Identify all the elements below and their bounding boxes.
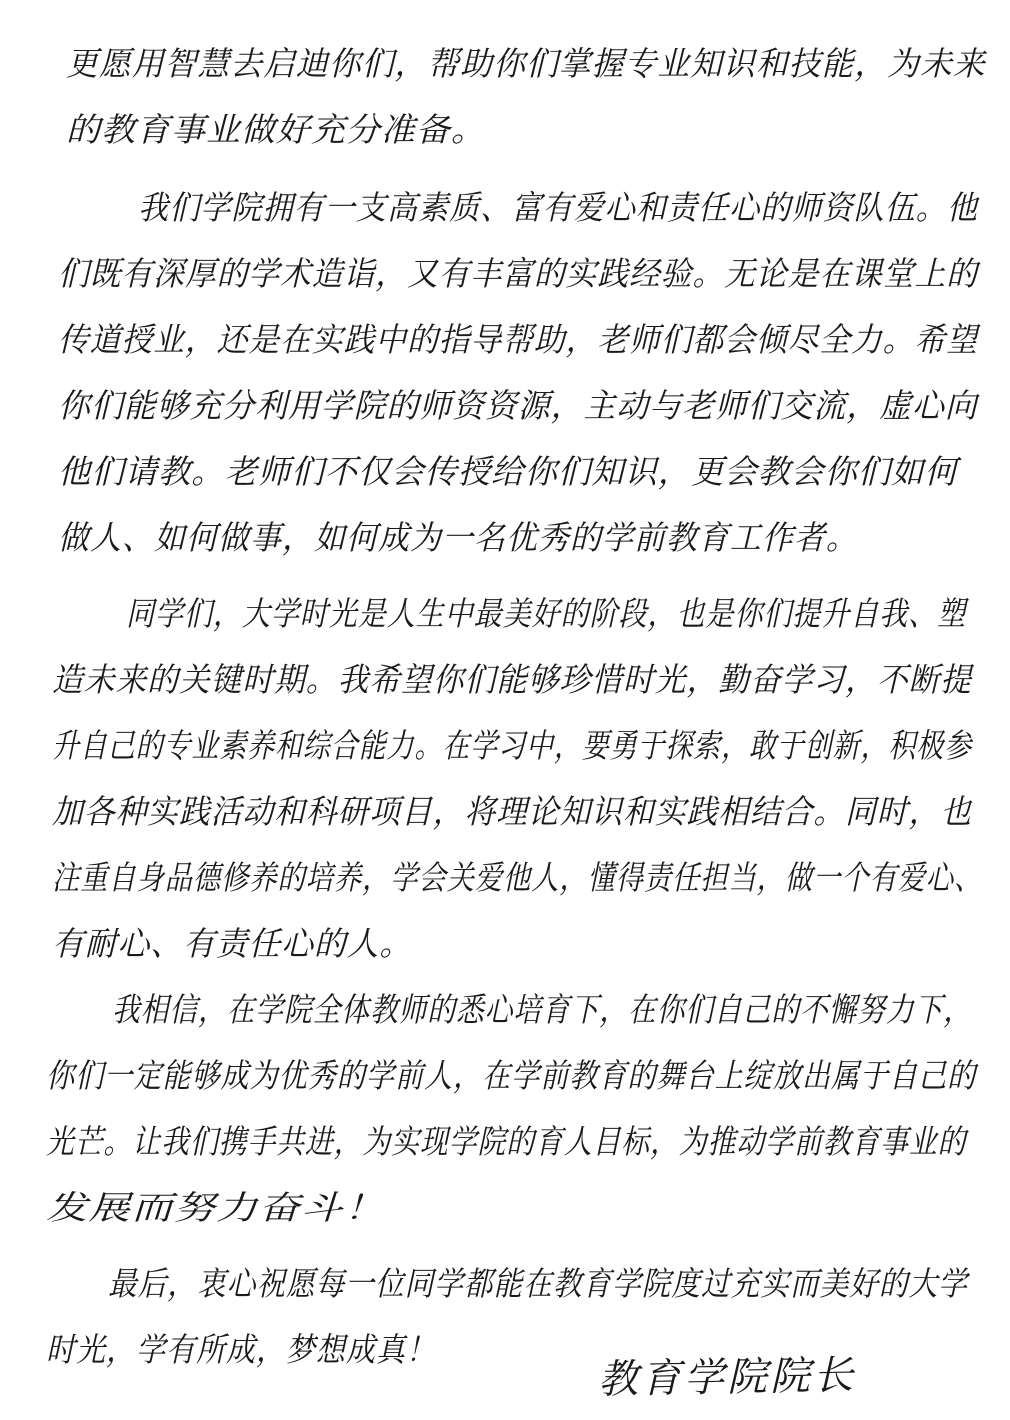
letter-line-18: 发展而努力奋斗！ [46, 1188, 386, 1227]
letter-line-6: 你们能够充分利用学院的师资资源，主动与老师们交流，虚心向 [58, 386, 978, 425]
letter-line-10: 造未来的关键时期。我希望你们能够珍惜时光，勤奋学习，不断提 [52, 660, 972, 699]
letter-line-7: 他们请教。老师们不仅会传授给你们知识，更会教会你们如何 [58, 452, 958, 491]
signature: 教育学院院长 [597, 1352, 857, 1403]
letter-line-19: 最后，衷心祝愿每一位同学都能在教育学院度过充实而美好的大学 [108, 1264, 968, 1303]
letter-line-5: 传道授业，还是在实践中的指导帮助，老师们都会倾尽全力。希望 [58, 320, 978, 359]
letter-line-16: 你们一定能够成为优秀的学前人，在学前教育的舞台上绽放出属于自己的 [46, 1056, 977, 1095]
letter-line-12: 加各种实践活动和科研项目，将理论知识和实践相结合。同时，也 [52, 792, 972, 831]
letter-line-2: 的教育事业做好充分准备。 [66, 110, 486, 149]
letter-line-8: 做人、如何做事，如何成为一名优秀的学前教育工作者。 [58, 518, 858, 557]
letter-line-14: 有耐心、有责任心的人。 [52, 924, 413, 963]
letter-line-9: 同学们，大学时光是人生中最美好的阶段，也是你们提升自我、塑 [126, 594, 967, 633]
letter-line-17: 光芒。让我们携手共进，为实现学院的育人目标，为推动学前教育事业的 [46, 1122, 967, 1161]
letter-line-3: 我们学院拥有一支高素质、富有爱心和责任心的师资队伍。他 [138, 188, 978, 227]
letter-line-15: 我相信，在学院全体教师的悉心培育下，在你们自己的不懈努力下， [112, 990, 972, 1029]
letter-line-13: 注重自身品德修养的培养，学会关爱他人，懂得责任担当，做一个有爱心、 [52, 858, 983, 897]
letter-line-11: 升自己的专业素养和综合能力。在学习中，要勇于探索，敢于创新，积极参 [52, 726, 973, 765]
letter-line-1: 更愿用智慧去启迪你们，帮助你们掌握专业知识和技能，为未来 [66, 44, 986, 83]
letter-line-4: 们既有深厚的学术造诣，又有丰富的实践经验。无论是在课堂上的 [58, 254, 978, 293]
letter-line-20: 时光，学有所成，梦想成真！ [46, 1330, 436, 1369]
